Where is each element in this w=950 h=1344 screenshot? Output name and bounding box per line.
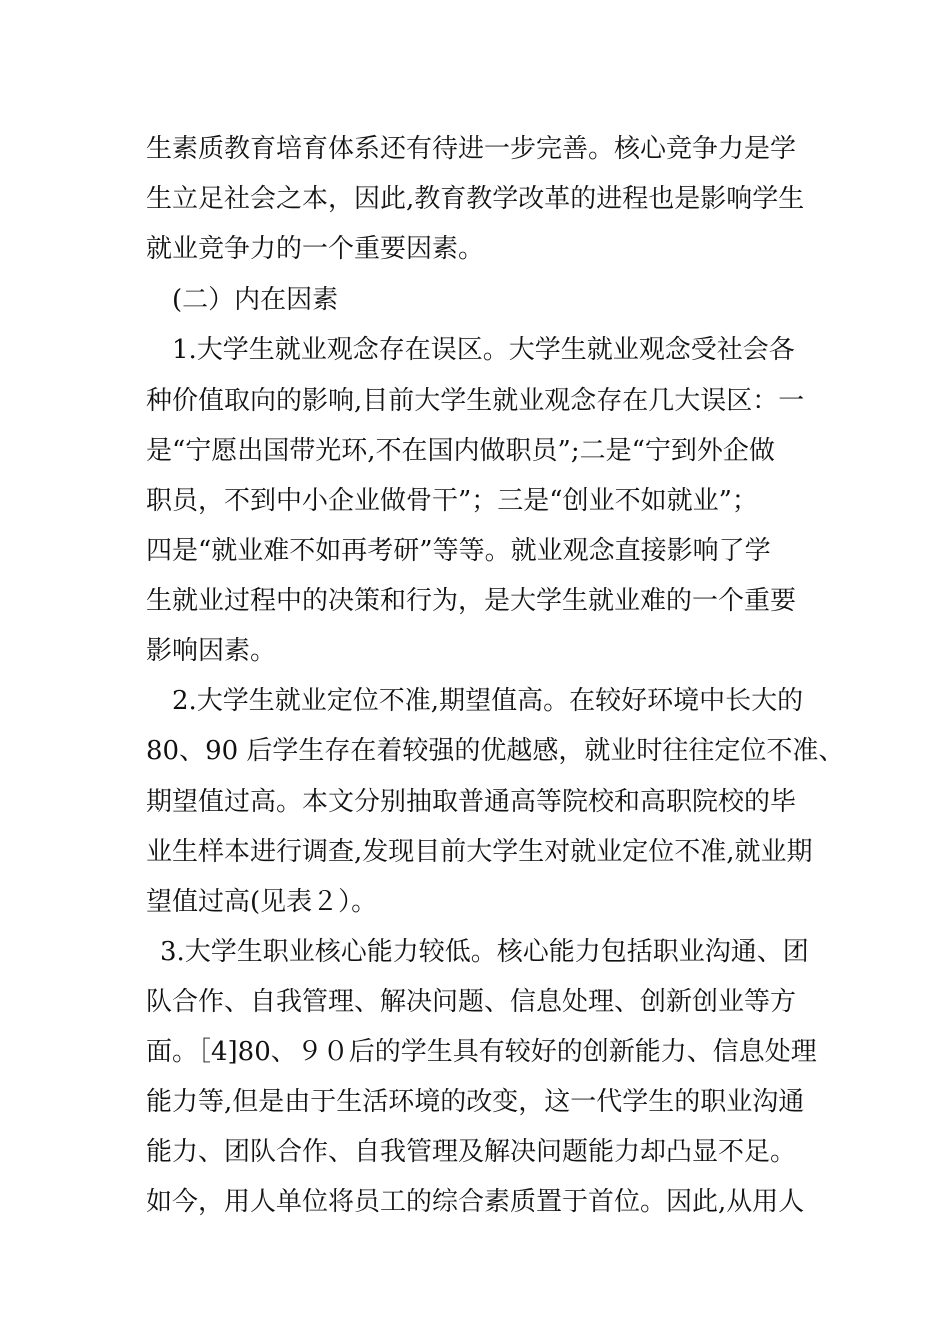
text-line: 队合作、自我管理、解决问题、信息处理、创新创业等方 <box>146 987 797 1017</box>
text-line: 影响因素。 <box>146 636 277 666</box>
section-heading: (二）内在因素 <box>146 285 339 315</box>
text-line: 面。［4]80、９０后的学生具有较好的创新能力、信息处理 <box>146 1037 817 1067</box>
text-line: 就业竞争力的一个重要因素。 <box>146 234 485 264</box>
text-line: 业生样本进行调查,发现目前大学生对就业定位不准,就业期 <box>146 837 813 867</box>
text-line: 生就业过程中的决策和行为，是大学生就业难的一个重要 <box>146 586 797 616</box>
text-line: 3.大学生职业核心能力较低。核心能力包括职业沟通、团 <box>160 937 809 967</box>
text-line: 生素质教育培育体系还有待进一步完善。核心竞争力是学 <box>146 134 797 164</box>
text-line: 望值过高(见表２）。 <box>146 887 378 917</box>
text-line: 如今，用人单位将员工的综合素质置于首位。因此,从用人 <box>146 1187 805 1217</box>
text-line: 能力、团队合作、自我管理及解决问题能力却凸显不足。 <box>146 1137 797 1167</box>
text-line: 能力等,但是由于生活环境的改变，这一代学生的职业沟通 <box>146 1087 805 1117</box>
text-line: 生立足社会之本，因此,教育教学改革的进程也是影响学生 <box>146 184 805 214</box>
text-line: 种价值取向的影响,目前大学生就业观念存在几大误区：一 <box>146 386 805 416</box>
text-line: 期望值过高。本文分别抽取普通高等院校和高职院校的毕 <box>146 787 797 817</box>
text-line: 2.大学生就业定位不准,期望值高。在较好环境中长大的 <box>146 686 804 716</box>
text-line: 四是“就业难不如再考研”等等。就业观念直接影响了学 <box>146 536 771 566</box>
text-line: 1.大学生就业观念存在误区。大学生就业观念受社会各 <box>146 335 795 365</box>
text-line: 职员，不到中小企业做骨干”；三是“创业不如就业”； <box>146 486 758 516</box>
text-line: 80、90 后学生存在着较强的优越感，就业时往往定位不准、 <box>146 736 845 766</box>
text-line: 是“宁愿出国带光环,不在国内做职员”;二是“宁到外企做 <box>146 436 775 466</box>
